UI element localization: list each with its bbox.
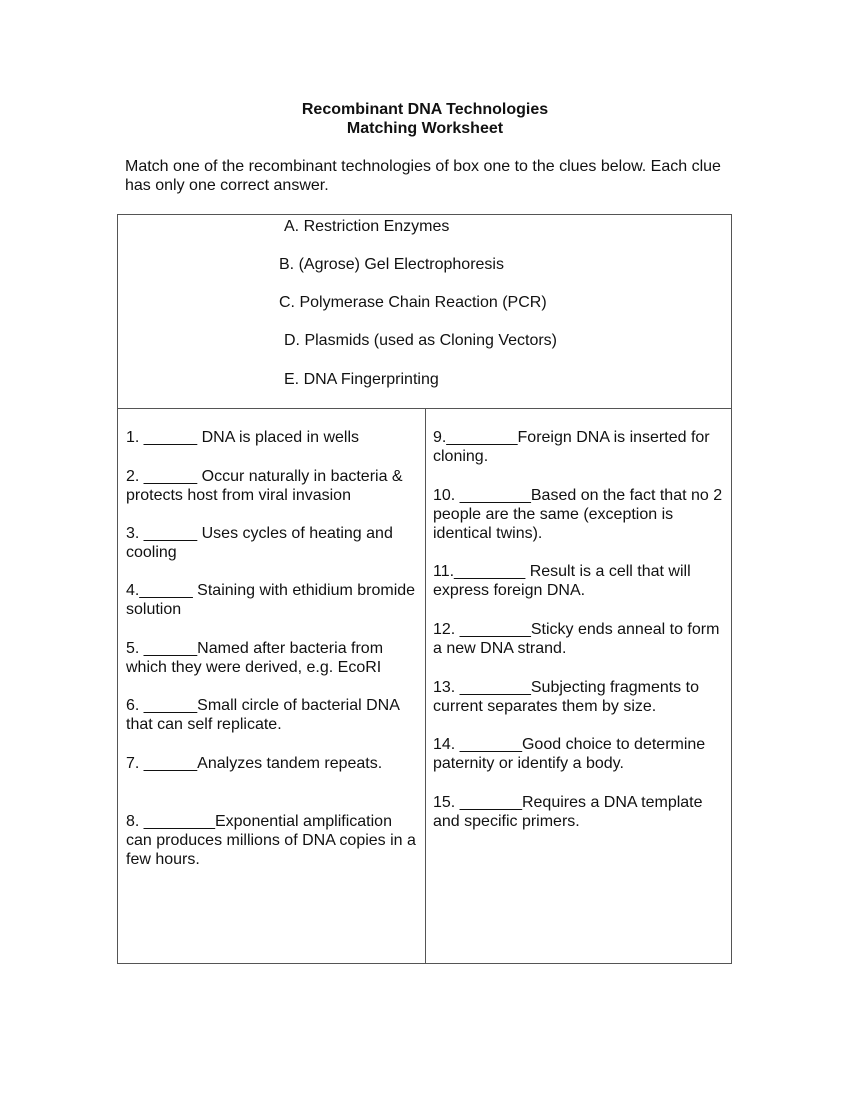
clue-12: 12. ________Sticky ends anneal to form a new DNA strand.	[433, 621, 720, 657]
option-a: A. Restriction Enzymes	[284, 218, 450, 235]
clue-2: 2. ______ Occur naturally in bacteria & protects host from viral invasion	[126, 468, 403, 504]
clue-6: 6. ______Small circle of bacterial DNA that can self replicate.	[126, 697, 400, 733]
instructions: Match one of the recombinant technologies of box one to the clues below. Each clue has only one correct answer.	[125, 158, 721, 194]
clue-13: 13. ________Subjecting fragments to current separates them by size.	[433, 679, 699, 715]
clue-3: 3. ______ Uses cycles of heating and cooling	[126, 525, 393, 561]
clue-14: 14. _______Good choice to determine paternity or identify a body.	[433, 736, 706, 772]
clue-9: 9.________Foreign DNA is inserted for cloning.	[433, 429, 710, 465]
clue-7: 7. ______Analyzes tandem repeats.	[126, 755, 383, 772]
clue-10: 10. ________Based on the fact that no 2 people are the same (exception is identical twins).	[433, 487, 723, 542]
option-e: E. DNA Fingerprinting	[284, 371, 439, 388]
clue-8: 8. ________Exponential amplification can produces millions of DNA copies in a few hours.	[126, 813, 416, 868]
clue-15: 15. _______Requires a DNA template and specific primers.	[433, 794, 703, 830]
matching-table	[117, 214, 732, 964]
option-d: D. Plasmids (used as Cloning Vectors)	[284, 332, 557, 349]
clue-11: 11.________ Result is a cell that will express foreign DNA.	[433, 563, 691, 599]
option-c: C. Polymerase Chain Reaction (PCR)	[279, 294, 547, 311]
table-divider-vertical	[425, 408, 426, 964]
option-b: B. (Agrose) Gel Electrophoresis	[279, 256, 504, 273]
clue-5: 5. ______Named after bacteria from which they were derived, e.g. EcoRI	[126, 640, 384, 676]
worksheet-subtitle: Matching Worksheet	[346, 120, 504, 137]
clue-1: 1. ______ DNA is placed in wells	[126, 429, 360, 446]
worksheet-title: Recombinant DNA Technologies	[301, 101, 549, 118]
clue-4: 4.______ Staining with ethidium bromide solution	[126, 582, 416, 618]
